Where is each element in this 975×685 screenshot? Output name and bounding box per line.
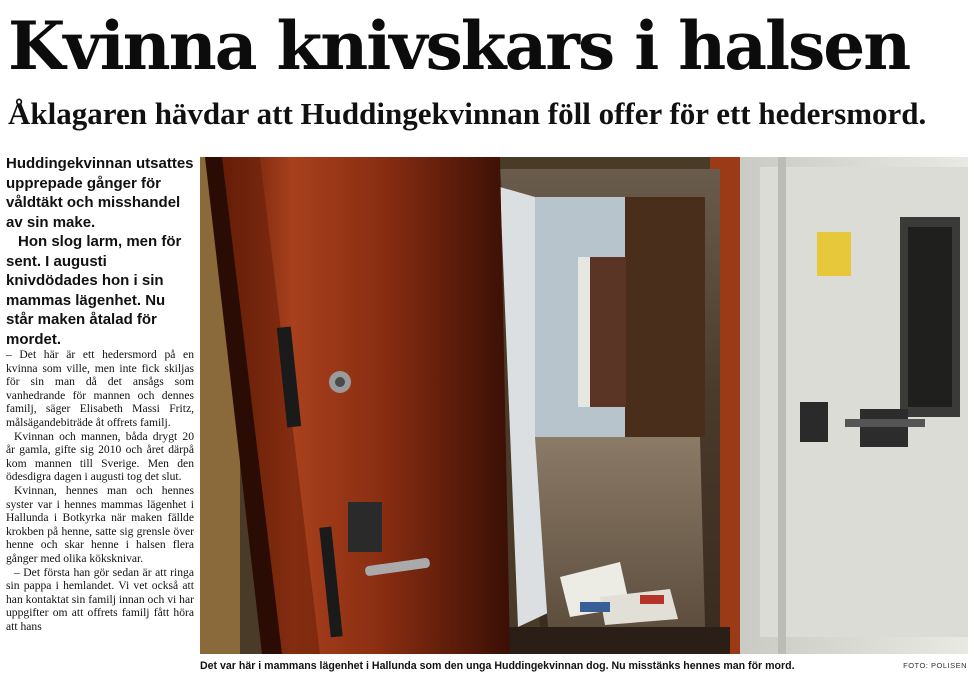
body-paragraph: – Det första han gör sedan är att ringa sin pappa i hemlandet. Vi vet också att han kontaktat sin familj innan och vi har uppgifter om att offrets familj fått höra att hans xyxy=(6,565,194,633)
headline: Kvinna knivskars i halsen xyxy=(8,7,910,85)
body-paragraph: Kvinnan och mannen, båda drygt 20 år gamla, gifte sig 2010 och året därpå kom mannen till Sverige. Men den ödesdigra dagen i augusti tog det slut. xyxy=(6,429,194,484)
lead-paragraph: Hon slog larm, men för sent. I augusti knivdödades hon i sin mammas lägenhet. Nu står maken åtalad för mordet. xyxy=(6,233,182,348)
subheadline: Åklagaren hävdar att Huddingekvinnan föll offer för ett hedersmord. xyxy=(8,96,927,131)
body-paragraph: – Det här är ett hedersmord på en kvinna som ville, men inte fick skiljas för sin man då det ansågs som vanhedrande för mannen och dennes familj, säger Elisabeth Massi Fritz, målsägandebiträde åt offrets familj. xyxy=(6,348,194,429)
body-paragraph: Kvinnan, hennes man och hennes syster var i hennes mammas lägenhet i Hallunda i Botkyrka när maken fällde krokben på henne, satte sig grensle över henne och skar henne i halsen flera gånger med olika köksknivar. xyxy=(6,483,194,565)
apartment-doorway-photo xyxy=(200,157,968,654)
body-text xyxy=(6,348,194,633)
lead-paragraph: Huddingekvinnan utsattes upprepade gånger för våldtäkt och misshandel av sin make. xyxy=(6,155,194,231)
photo-caption: Det var här i mammans lägenhet i Hallunda som den unga Huddingekvinnan dog. Nu misstänks hennes man för mord. xyxy=(200,660,795,672)
photo-credit: FOTO: POLISEN xyxy=(903,661,967,670)
lead-text xyxy=(6,154,196,349)
